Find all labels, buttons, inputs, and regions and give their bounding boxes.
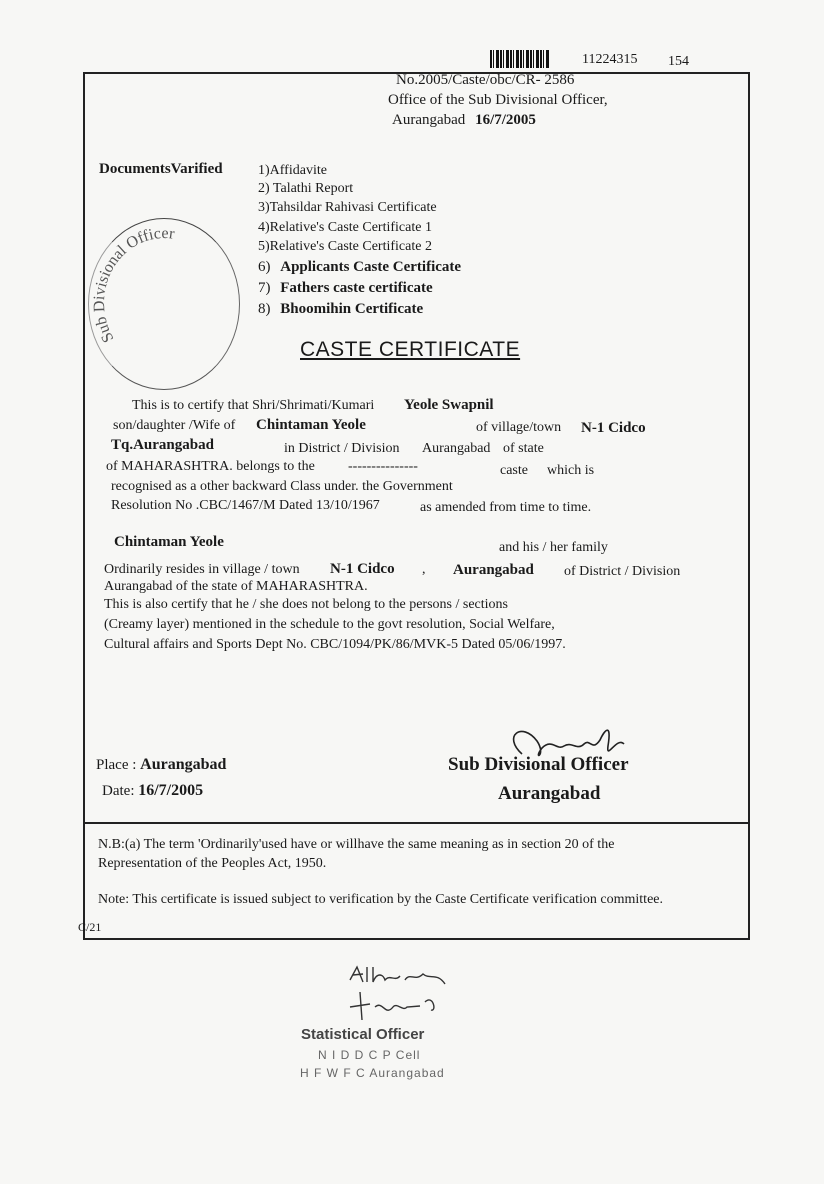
doc-item-2: 2) Talathi Report <box>258 181 354 196</box>
doc-item-5: 5)Relative's Caste Certificate 2 <box>258 239 432 254</box>
date-line: Date: 16/7/2005 <box>102 782 204 799</box>
body-line-2b: of village/town <box>476 420 562 435</box>
nb-divider <box>83 822 748 824</box>
attestation-line-3: H F W F C Aurangabad <box>300 1066 445 1080</box>
barcode <box>490 50 550 68</box>
body-p2-a: and his / her family <box>499 540 608 555</box>
residence-town: N-1 Cidco <box>330 561 395 577</box>
district: Aurangabad <box>422 441 491 456</box>
body-line-3d: of state <box>503 441 544 456</box>
body-p2-l2a: Ordinarily resides in village / town <box>104 562 300 577</box>
body-line-3b: in District / Division <box>284 441 400 456</box>
doc-item-7: 7) Fathers caste certificate <box>258 280 433 296</box>
taluka: Tq.Aurangabad <box>111 437 214 453</box>
nb-line-2: Representation of the Peoples Act, 1950. <box>98 856 327 871</box>
reference-number: No.2005/Caste/obc/CR- 2586 <box>396 72 575 88</box>
residence-district: Aurangabad <box>453 562 534 578</box>
body-line-2a: son/daughter /Wife of <box>113 418 236 433</box>
applicant-name: Yeole Swapnil <box>404 397 494 413</box>
doc-item-3: 3)Tahsildar Rahivasi Certificate <box>258 200 437 215</box>
body-line-4b: caste <box>500 463 528 478</box>
body-line-1a: This is to certify that Shri/Shrimati/Kumari <box>132 398 375 413</box>
page-number: 154 <box>668 54 689 69</box>
office-place: Aurangabad <box>392 112 466 128</box>
office-seal <box>88 218 240 390</box>
form-code: C/21 <box>78 920 102 934</box>
residence-comma: , <box>422 562 426 577</box>
place-line: Place : Aurangabad <box>96 756 227 773</box>
body-line-4c: which is <box>547 463 595 478</box>
doc-item-6: 6) Applicants Caste Certificate <box>258 259 462 275</box>
attestation-signature <box>345 962 455 1032</box>
family-head-name: Chintaman Yeole <box>114 534 224 550</box>
attestation-title: Statistical Officer <box>301 1026 425 1043</box>
doc-item-1: 1)Affidavite <box>258 163 327 178</box>
office-date: 16/7/2005 <box>475 112 536 128</box>
attestation-text <box>460 964 463 965</box>
body-line-4a: of MAHARASHTRA. belongs to the <box>106 459 315 474</box>
doc-item-8: 8) Bhoomihin Certificate <box>258 301 424 317</box>
office-name: Office of the Sub Divisional Officer, <box>388 92 608 108</box>
body-line-6b: as amended from time to time. <box>420 500 592 515</box>
body-line-6a: Resolution No .CBC/1467/M Dated 13/10/1967 <box>111 498 380 513</box>
body-p2-l2b: of District / Division <box>564 564 681 579</box>
caste-blank: --------------- <box>348 459 418 474</box>
certificate-title: CASTE CERTIFICATE <box>300 338 521 361</box>
nb-line-1: N.B:(a) The term 'Ordinarily'used have or willhave the same meaning as in section 20 of the <box>98 837 615 852</box>
office-place-date <box>392 112 536 129</box>
svg-text:Sub Divisional Officer: Sub Divisional Officer <box>90 225 176 346</box>
body-p2-l6: Cultural affairs and Sports Dept No. CBC/1094/PK/86/MVK-5 Dated 05/06/1997. <box>104 637 566 652</box>
body-line-5: recognised as a other backward Class under. the Government <box>111 479 453 494</box>
doc-item-4: 4)Relative's Caste Certificate 1 <box>258 220 432 235</box>
seal-text-ring <box>89 219 239 389</box>
father-name: Chintaman Yeole <box>256 417 366 433</box>
serial-number: 11224315 <box>582 52 638 67</box>
body-p2-l4: This is also certify that he / she does not belong to the persons / sections <box>104 597 508 612</box>
documents-label: DocumentsVarified <box>99 161 223 177</box>
verification-note: Note: This certificate is issued subject to verification by the Caste Certificate verification committee. <box>98 892 663 907</box>
body-p2-l5: (Creamy layer) mentioned in the schedule to the govt resolution, Social Welfare, <box>104 617 555 632</box>
officer-place: Aurangabad <box>498 783 601 804</box>
body-p2-l3: Aurangabad of the state of MAHARASHTRA. <box>104 579 368 594</box>
village-town: N-1 Cidco <box>581 420 646 436</box>
attestation-line-2: N I D D C P Cell <box>318 1048 421 1062</box>
officer-title: Sub Divisional Officer <box>448 754 629 775</box>
